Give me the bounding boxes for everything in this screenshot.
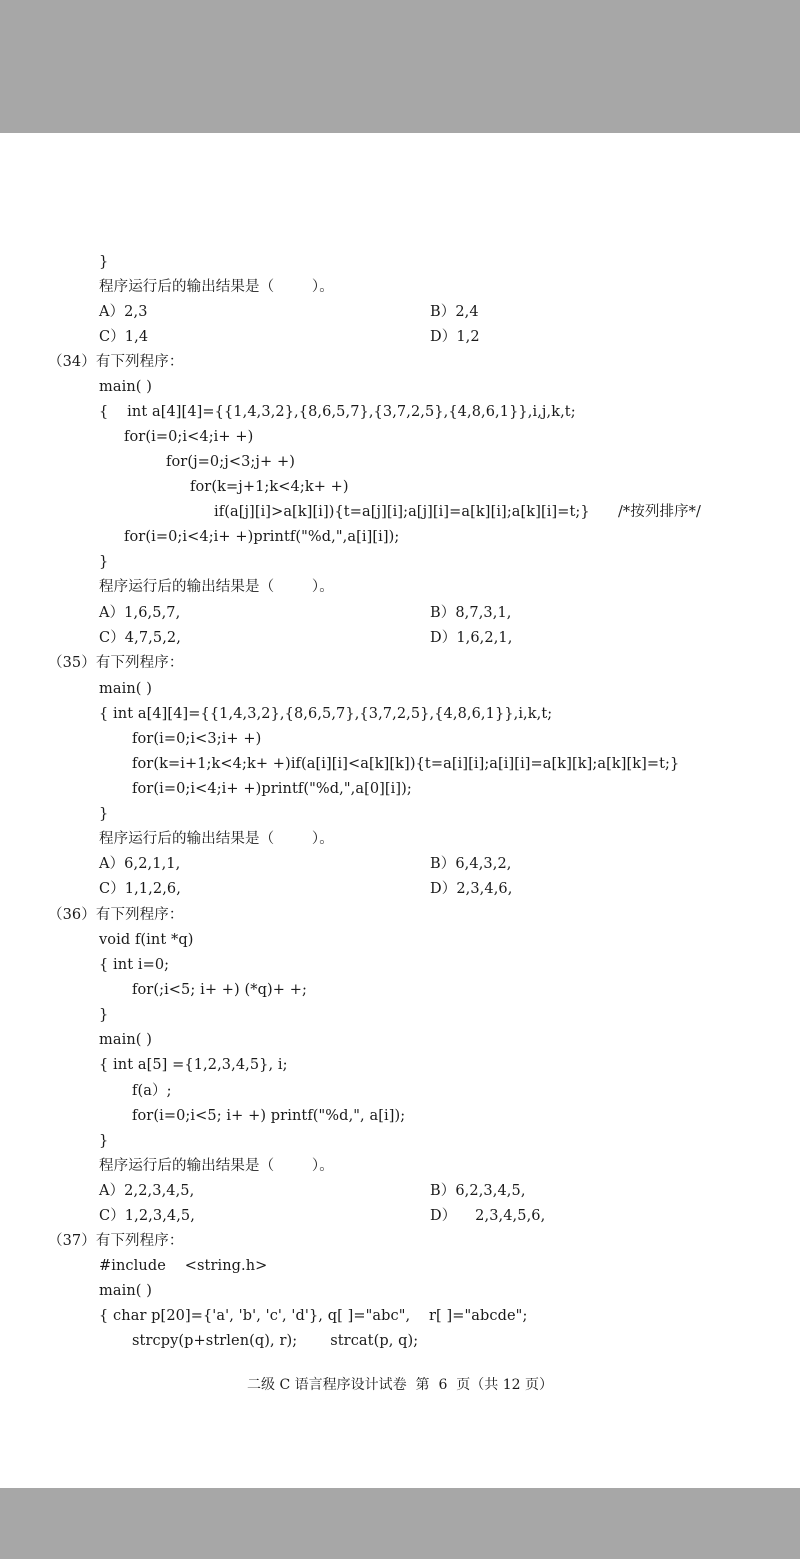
code-line: for(i=0;i<5; i+ +) printf("%d,", a[i]); [132, 1108, 406, 1124]
option-c: C）1,1,2,6, [99, 881, 181, 897]
code-line: { int a[4][4]={{1,4,3,2},{8,6,5,7},{3,7,2,5},{4,8,6,1}},i,j,k,t; [99, 404, 576, 420]
option-b: B）6,4,3,2, [430, 856, 512, 872]
option-d: D）1,6,2,1, [430, 630, 513, 646]
code-line: { int a[4][4]={{1,4,3,2},{8,6,5,7},{3,7,2,5},{4,8,6,1}},i,k,t; [99, 706, 553, 722]
question-heading-36: （36）有下列程序： [48, 907, 184, 923]
code-line: } [99, 806, 109, 822]
option-a: A）6,2,1,1, [99, 856, 181, 872]
question-prompt: 程序运行后的输出结果是（ ）。 [99, 831, 334, 847]
code-line: strcpy(p+strlen(q), r); strcat(p, q); [132, 1333, 419, 1349]
code-line: } [99, 254, 109, 270]
code-line: { int a[5] ={1,2,3,4,5}, i; [99, 1057, 288, 1073]
code-line: } [99, 1133, 109, 1149]
question-heading-34: （34）有下列程序： [48, 354, 184, 370]
code-line: void f(int *q) [99, 932, 194, 948]
code-line: for(i=0;i<4;i+ +)printf("%d,",a[0][i]); [132, 781, 412, 797]
code-line: for(i=0;i<4;i+ +) [124, 429, 254, 445]
option-b: B）2,4 [430, 304, 479, 320]
code-line: { char p[20]={'a', 'b', 'c', 'd'}, q[ ]="abc", r[ ]="abcde"; [99, 1308, 528, 1324]
code-line: main( ) [99, 681, 152, 697]
option-d: D）2,3,4,6, [430, 881, 513, 897]
question-heading-35: （35）有下列程序： [48, 655, 184, 671]
code-line: for(j=0;j<3;j+ +) [166, 454, 295, 470]
exam-page [0, 133, 800, 1488]
option-d: D） 2,3,4,5,6, [430, 1208, 546, 1224]
code-line: } [99, 1007, 109, 1023]
option-b: B）6,2,3,4,5, [430, 1183, 526, 1199]
question-prompt: 程序运行后的输出结果是（ ）。 [99, 579, 334, 595]
code-line: for(k=j+1;k<4;k+ +) [190, 479, 349, 495]
code-line: for(;i<5; i+ +) (*q)+ +; [132, 982, 307, 998]
bottom-gray-band [0, 1488, 800, 1559]
option-c: C）1,4 [99, 329, 149, 345]
option-a: A）2,2,3,4,5, [99, 1183, 195, 1199]
code-line: #include <string.h> [99, 1258, 268, 1274]
option-c: C）4,7,5,2, [99, 630, 181, 646]
top-gray-band [0, 0, 800, 133]
page-footer: 二级 C 语言程序设计试卷 第 6 页（共 12 页） [247, 1377, 553, 1393]
option-d: D）1,2 [430, 329, 480, 345]
code-line: for(k=i+1;k<4;k+ +)if(a[i][i]<a[k][k]){t=a[i][i];a[i][i]=a[k][k];a[k][k]=t;} [132, 756, 680, 772]
code-line: main( ) [99, 1032, 152, 1048]
code-line: f(a）; [132, 1083, 172, 1099]
code-line: main( ) [99, 379, 152, 395]
code-line: for(i=0;i<4;i+ +)printf("%d,",a[i][i]); [124, 529, 400, 545]
code-line: main( ) [99, 1283, 152, 1299]
code-line: } [99, 554, 109, 570]
question-prompt: 程序运行后的输出结果是（ ）。 [99, 1158, 334, 1174]
option-c: C）1,2,3,4,5, [99, 1208, 195, 1224]
question-prompt: 程序运行后的输出结果是（ ）。 [99, 279, 334, 295]
option-a: A）1,6,5,7, [99, 605, 181, 621]
option-b: B）8,7,3,1, [430, 605, 512, 621]
code-line: { int i=0; [99, 957, 170, 973]
code-line: if(a[j][i]>a[k][i]){t=a[j][i];a[j][i]=a[k][i];a[k][i]=t;} /*按列排序*/ [214, 504, 702, 520]
code-line: for(i=0;i<3;i+ +) [132, 731, 262, 747]
option-a: A）2,3 [99, 304, 148, 320]
question-heading-37: （37）有下列程序： [48, 1233, 184, 1249]
